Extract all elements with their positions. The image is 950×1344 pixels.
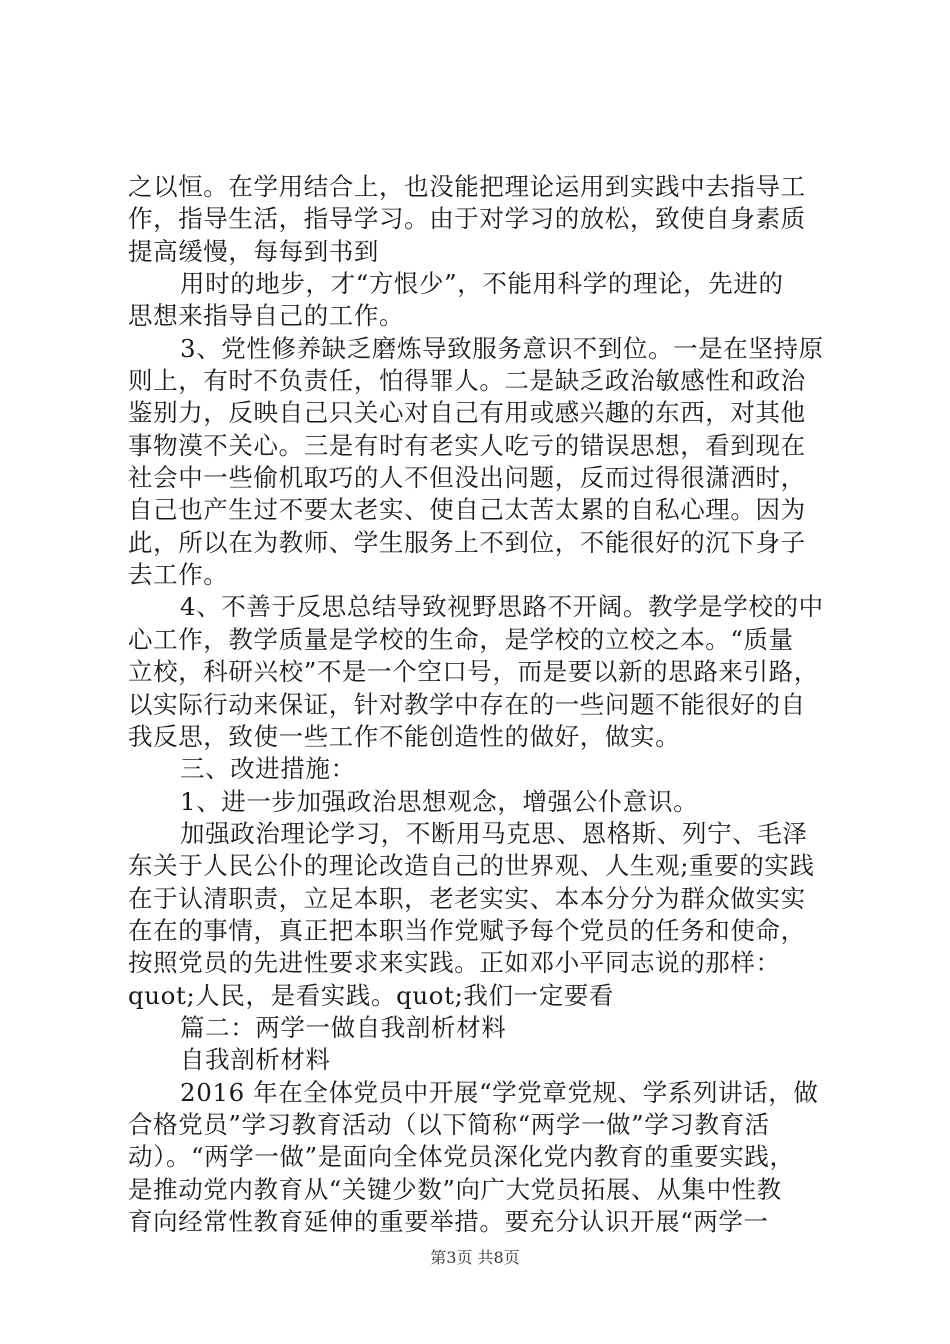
body-line: quot;人民，是看实践。quot;我们一定要看: [128, 980, 615, 1010]
body-line: 思想来指导自己的工作。: [128, 301, 405, 331]
body-line: 用时的地步，才“方恨少”，不能用科学的理论，先进的: [180, 269, 784, 299]
body-line: 合格党员”学习教育活动（以下简称“两学一做”学习教育活: [128, 1109, 770, 1139]
body-line: 去工作。: [128, 560, 229, 590]
body-line: 自我剖析材料: [180, 1045, 331, 1075]
body-line: 东关于人民公仆的理论改造自己的世界观、人生观;重要的实践: [128, 851, 815, 881]
body-line: 自己也产生过不要太老实、使自己太苦太累的自私心理。因为: [128, 495, 806, 525]
body-line: 事物漠不关心。三是有时有老实人吃亏的错误思想，看到现在: [128, 430, 806, 460]
body-line: 鉴别力，反映自己只关心对自己有用或感兴趣的东西，对其他: [128, 398, 806, 428]
body-line: 3、党性修养缺乏磨炼导致服务意识不到位。一是在坚持原: [180, 333, 824, 363]
body-line: 则上，有时不负责任，怕得罪人。二是缺乏政治敏感性和政治: [128, 366, 806, 396]
body-line: 三、改进措施：: [180, 754, 356, 784]
body-line: 4、不善于反思总结导致视野思路不开阔。教学是学校的中: [180, 592, 824, 622]
body-line: 我反思，致使一些工作不能创造性的做好，做实。: [128, 721, 681, 751]
body-line: 立校，科研兴校”不是一个空口号，而是要以新的思路来引路，: [128, 657, 819, 687]
body-line: 动）。“两学一做”是面向全体党员深化党内教育的重要实践，: [128, 1142, 795, 1172]
page-footer: 第3页 共8页: [430, 1248, 520, 1267]
body-line: 提高缓慢，每每到书到: [128, 236, 379, 266]
body-line: 在在的事情，真正把本职当作党赋予每个党员的任务和使命，: [128, 915, 806, 945]
document-body: [128, 171, 828, 1238]
body-line: 按照党员的先进性要求来实践。正如邓小平同志说的那样：: [128, 948, 781, 978]
body-line: 2016 年在全体党员中开展“学党章党规、学系列讲话，做: [180, 1077, 819, 1107]
body-line: 是推动党内教育从“关键少数”向广大党员拓展、从集中性教: [128, 1174, 782, 1204]
body-line: 在于认清职责，立足本职，老老实实、本本分分为群众做实实: [128, 883, 806, 913]
body-line: 社会中一些偷机取巧的人不但没出问题，反而过得很潇洒时，: [128, 463, 806, 493]
body-line: 篇二：两学一做自我剖析材料: [180, 1012, 507, 1042]
body-line: 之以恒。在学用结合上，也没能把理论运用到实践中去指导工: [128, 172, 806, 201]
body-line: 以实际行动来保证，针对教学中存在的一些问题不能很好的自: [128, 689, 806, 719]
body-line: 此，所以在为教师、学生服务上不到位，不能很好的沉下身子: [128, 527, 806, 557]
body-line: 1、进一步加强政治思想观念，增强公仆意识。: [180, 786, 699, 816]
body-line: 育向经常性教育延伸的重要举措。要充分认识开展“两学一: [128, 1207, 769, 1236]
body-line: 加强政治理论学习，不断用马克思、恩格斯、列宁、毛泽: [180, 818, 808, 848]
body-line: 心工作，教学质量是学校的生命，是学校的立校之本。“质量: [128, 624, 794, 654]
body-line: 作，指导生活，指导学习。由于对学习的放松，致使自身素质: [128, 204, 806, 234]
